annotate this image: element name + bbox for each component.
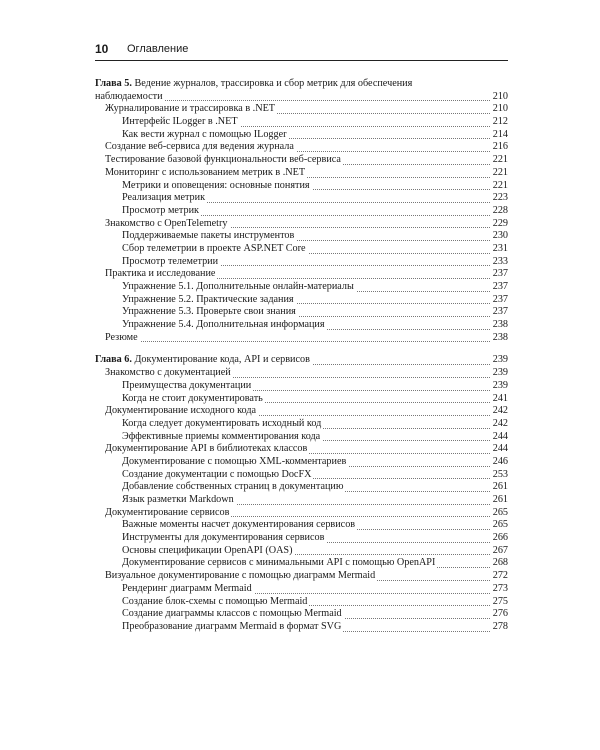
toc-page-number: 272: [492, 570, 508, 582]
toc-entry-text: Документирование API в библиотеках классов: [105, 443, 308, 455]
toc-entry: [95, 557, 508, 570]
toc-entry: [95, 456, 508, 469]
toc-entry-text: Преимущества документации: [122, 379, 252, 391]
toc-entry-title: [105, 507, 231, 518]
toc-entry: [95, 268, 508, 281]
toc-entry: [95, 393, 508, 406]
toc-page-number: 238: [492, 331, 508, 343]
toc-entry: [95, 570, 508, 583]
toc-entry-title: [105, 154, 343, 165]
toc-entry-text: Инструменты для документирования сервисов: [122, 532, 325, 544]
toc-page-number: 242: [492, 405, 508, 417]
toc-entry: [95, 545, 508, 558]
toc-entry: [95, 494, 508, 507]
toc-entry: [95, 180, 508, 193]
toc-entry: [95, 519, 508, 532]
toc-page-number: 229: [492, 217, 508, 229]
toc-entry-text: Упражнение 5.1. Дополнительные онлайн-материалы: [122, 281, 354, 293]
toc-page-number: 265: [492, 519, 508, 531]
toc-page-number: 239: [492, 367, 508, 379]
toc-entry-text: Преобразование диаграмм Mermaid в формат SVG: [122, 620, 342, 632]
toc-entry: [95, 380, 508, 393]
toc-entry-title: [122, 129, 289, 140]
toc-chapter: [95, 78, 508, 103]
toc-chapter: [95, 354, 508, 367]
toc-entry: [95, 621, 508, 634]
toc-entry-text: Метрики и оповещения: основные понятия: [122, 179, 310, 191]
toc-entry-text: Практика и исследование: [105, 268, 216, 280]
toc-entry-text: Добавление собственных страниц в документацию: [122, 481, 344, 493]
toc-entry: [95, 230, 508, 243]
toc-page-number: 261: [492, 481, 508, 493]
toc-page-number: 273: [492, 582, 508, 594]
toc-entry: [95, 319, 508, 332]
toc-page-number: 266: [492, 532, 508, 544]
toc-entry-title: [105, 167, 307, 178]
toc-entry-title: [105, 103, 277, 114]
toc-entry-title: [122, 205, 201, 216]
toc-entry-title: [122, 192, 207, 203]
toc-entry-title: [122, 545, 295, 556]
toc-entry: [95, 154, 508, 167]
toc-entry-text: Когда не стоит документировать: [122, 392, 263, 404]
toc-entry: [95, 103, 508, 116]
toc-entry-title: [122, 608, 344, 619]
toc-entry-title: [122, 456, 348, 467]
toc-entry-text: Сбор телеметрии в проекте ASP.NET Core: [122, 242, 306, 254]
toc-entry: [95, 243, 508, 256]
chapter-label: Глава 6.: [95, 354, 132, 366]
toc-entry-title: [122, 557, 437, 568]
toc-entry-text: Язык разметки Markdown: [122, 494, 234, 506]
toc-entry-title: [122, 519, 357, 530]
toc-entry-title: [122, 243, 308, 254]
toc-page-number: 210: [492, 103, 508, 115]
toc-entry: [95, 256, 508, 269]
toc-page-number: 221: [492, 154, 508, 166]
toc-entry-title: [122, 230, 296, 241]
toc-entry-text: Рендеринг диаграмм Mermaid: [122, 582, 252, 594]
toc-entry: [95, 167, 508, 180]
toc-page-number: 239: [492, 379, 508, 391]
toc-entry-title: [105, 218, 230, 229]
toc-entry-text: Важные моменты насчет документирования сервисов: [122, 519, 356, 531]
toc-entry-text: Эффективные приемы комментирования кода: [122, 430, 321, 442]
toc-entry-title: [105, 141, 296, 152]
toc-entry: [95, 116, 508, 129]
toc-entry: [95, 281, 508, 294]
toc-entry-text: Упражнение 5.4. Дополнительная информация: [122, 319, 325, 331]
toc-entry-text: Реализация метрик: [122, 192, 206, 204]
toc-entry-title: [122, 431, 322, 442]
toc-page-number: 244: [492, 430, 508, 442]
table-of-contents: [95, 78, 508, 634]
toc-page-number: 214: [492, 128, 508, 140]
toc-entry-text: Создание блок-схемы с помощью Mermaid: [122, 595, 308, 607]
toc-entry-title: [105, 367, 233, 378]
toc-entry-text: Создание веб-сервиса для ведения журнала: [105, 141, 294, 153]
toc-entry-text: Ведение журналов, трассировка и сбор метрик для обеспечения наблюдаемости: [95, 78, 413, 102]
toc-entry: [95, 141, 508, 154]
toc-page-number: 261: [492, 494, 508, 506]
toc-page-number: 267: [492, 544, 508, 556]
toc-entry-title: [122, 393, 265, 404]
toc-entry-text: Поддерживаемые пакеты инструментов: [122, 230, 295, 242]
toc-page-number: 275: [492, 595, 508, 607]
toc-entry-title: [105, 405, 258, 416]
toc-page-number: 237: [492, 293, 508, 305]
toc-entry: [95, 218, 508, 231]
toc-entry-title: [95, 78, 412, 102]
toc-entry-text: Визуальное документирование с помощью диаграмм Mermaid: [105, 570, 376, 582]
toc-entry-text: Документирование сервисов: [105, 506, 230, 518]
toc-page-number: 210: [492, 90, 508, 102]
toc-entry-text: Тестирование базовой функциональности веб-сервиса: [105, 154, 341, 166]
toc-page-number: 237: [492, 281, 508, 293]
toc-entry: [95, 367, 508, 380]
toc-entry-title: [105, 443, 309, 454]
toc-entry-title: [122, 532, 326, 543]
page-header: [95, 40, 508, 61]
toc-entry-text: Знакомство с документацией: [105, 367, 231, 379]
toc-entry-text: Основы спецификации OpenAPI (OAS): [122, 544, 293, 556]
toc-entry: [95, 405, 508, 418]
toc-page-number: 244: [492, 443, 508, 455]
toc-entry-title: [122, 583, 254, 594]
toc-page-number: 221: [492, 166, 508, 178]
toc-page-number: 265: [492, 506, 508, 518]
toc-entry-title: [105, 268, 217, 279]
toc-page-number: 246: [492, 455, 508, 467]
toc-entry: [95, 507, 508, 520]
toc-page-number: 237: [492, 268, 508, 280]
toc-page-number: 276: [492, 608, 508, 620]
toc-page-number: 241: [492, 392, 508, 404]
toc-entry-text: Документирование сервисов с минимальными API с помощью OpenAPI: [122, 557, 436, 569]
toc-page-number: 238: [492, 319, 508, 331]
dot-leader: [105, 341, 508, 342]
toc-page-number: 228: [492, 204, 508, 216]
toc-entry-text: Упражнение 5.2. Практические задания: [122, 293, 294, 305]
toc-entry: [95, 596, 508, 609]
toc-entry-title: [122, 294, 296, 305]
toc-entry-text: Мониторинг с использованием метрик в .NET: [105, 166, 306, 178]
toc-entry-text: Интерфейс ILogger в .NET: [122, 116, 238, 128]
toc-entry-title: [122, 621, 343, 632]
toc-page-number: 230: [492, 230, 508, 242]
toc-entry-title: [122, 469, 313, 480]
toc-page-number: 223: [492, 192, 508, 204]
toc-entry-title: [122, 281, 356, 292]
toc-entry: [95, 332, 508, 345]
toc-entry-title: [122, 494, 236, 505]
toc-entry: [95, 443, 508, 456]
toc-entry-text: Просмотр метрик: [122, 204, 199, 216]
toc-page-number: 268: [492, 557, 508, 569]
toc-entry-text: Документирование исходного кода: [105, 405, 257, 417]
toc-entry-title: [95, 354, 312, 365]
toc-entry: [95, 469, 508, 482]
toc-entry-text: Знакомство с OpenTelemetry: [105, 217, 228, 229]
toc-entry-text: Просмотр телеметрии: [122, 255, 219, 267]
toc-entry-text: Документирование с помощью XML-комментариев: [122, 455, 347, 467]
toc-entry-title: [122, 180, 312, 191]
toc-entry: [95, 431, 508, 444]
toc-entry-text: Создание документации с помощью DocFX: [122, 468, 312, 480]
toc-entry-title: [122, 319, 327, 330]
toc-entry-text: Документирование кода, API и сервисов: [131, 354, 310, 366]
toc-entry: [95, 205, 508, 218]
toc-entry: [95, 532, 508, 545]
toc-entry-text: Создание диаграммы классов с помощью Mermaid: [122, 608, 342, 620]
toc-entry-text: Журналирование и трассировка в .NET: [105, 103, 276, 115]
toc-entry-text: Упражнение 5.3. Проверьте свои знания: [122, 306, 296, 318]
toc-entry: [95, 608, 508, 621]
chapter-label: Глава 5.: [95, 78, 132, 89]
toc-page-number: 233: [492, 255, 508, 267]
toc-entry-title: [122, 116, 240, 127]
toc-entry-title: [122, 418, 323, 429]
toc-page-number: 231: [492, 242, 508, 254]
toc-entry-title: [122, 306, 298, 317]
toc-entry: [95, 306, 508, 319]
toc-page-number: 212: [492, 116, 508, 128]
toc-page-number: 216: [492, 141, 508, 153]
toc-page-number: 239: [492, 354, 508, 366]
toc-entry: [95, 129, 508, 142]
toc-entry-text: Резюме: [105, 331, 138, 343]
toc-page-number: 242: [492, 417, 508, 429]
running-title: Оглавление: [127, 43, 189, 55]
toc-page-number: 237: [492, 306, 508, 318]
toc-entry-title: [105, 332, 140, 343]
toc-entry-title: [122, 481, 345, 492]
toc-entry-text: Как вести журнал с помощью ILogger: [122, 128, 287, 140]
toc-entry: [95, 583, 508, 596]
toc-entry: [95, 294, 508, 307]
toc-page-number: 278: [492, 620, 508, 632]
toc-entry-title: [105, 570, 377, 581]
toc-entry-title: [122, 380, 253, 391]
toc-page-number: 253: [492, 468, 508, 480]
page-number: 10: [95, 42, 109, 56]
toc-entry-text: Когда следует документировать исходный код: [122, 417, 322, 429]
toc-entry-title: [122, 596, 309, 607]
toc-entry-title: [122, 256, 220, 267]
toc-entry: [95, 418, 508, 431]
toc-entry: [95, 192, 508, 205]
toc-page-number: 221: [492, 179, 508, 191]
toc-entry: [95, 481, 508, 494]
